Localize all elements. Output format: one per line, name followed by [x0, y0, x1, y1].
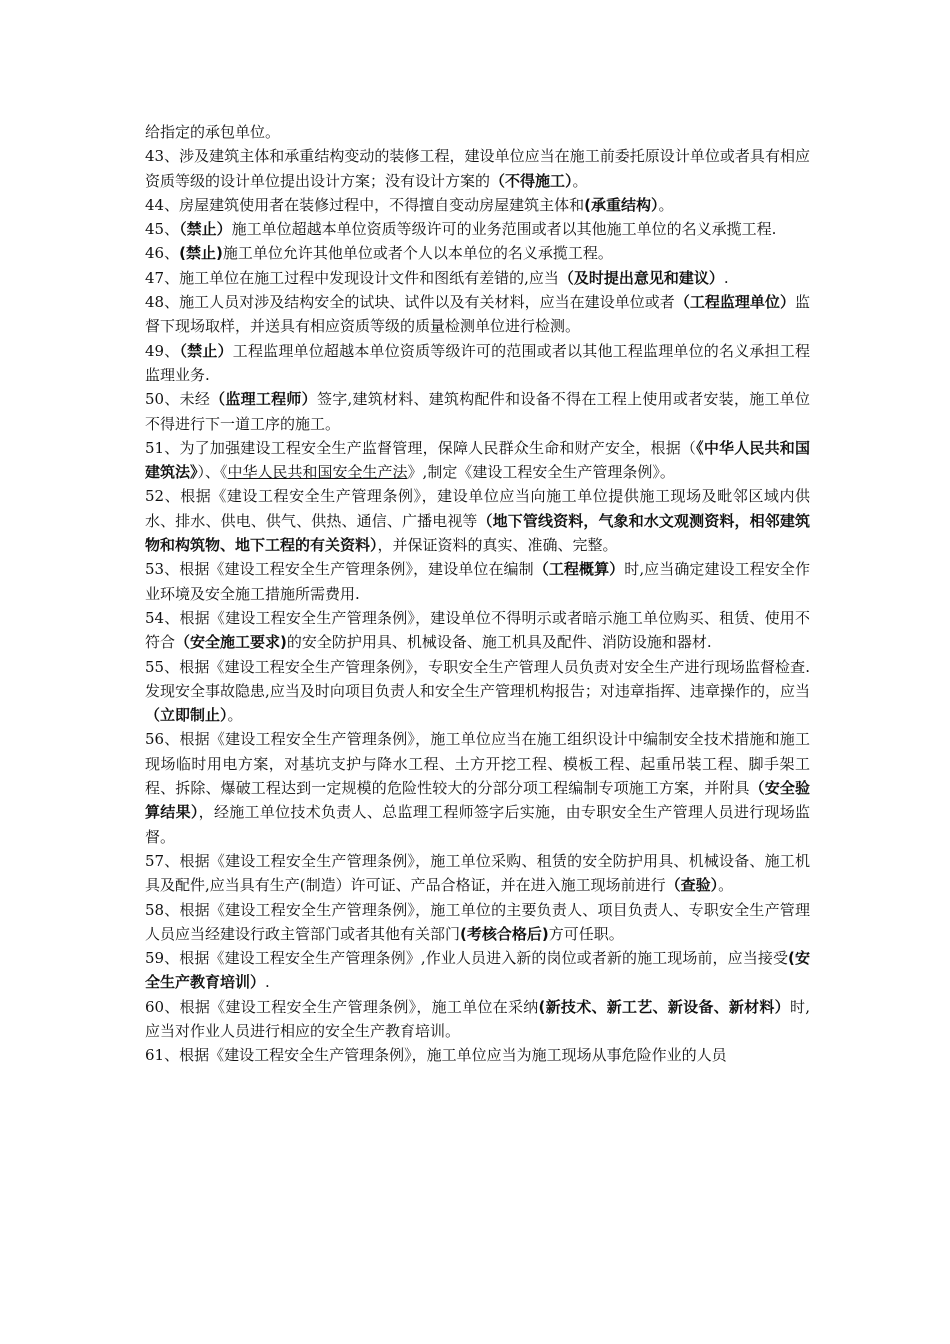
paragraph-p57 — [145, 849, 810, 898]
question-text: 监督下现场取样，并送具有相应资质等级的质量检测单位进行检测。 — [145, 293, 810, 336]
paragraph-p49 — [145, 339, 810, 388]
paragraph-p55 — [145, 655, 810, 728]
question-text: 52、根据《建设工程安全生产管理条例》，建设单位应当向施工单位提供施工现场及毗邻区域内供水、排水、供电、供气、供热、通信、广播电视等 — [145, 487, 810, 530]
answer-text: （地下管线资料，气象和水文观测资料，相邻建筑物和构筑物、地下工程的有关资料） — [145, 511, 810, 555]
answer-text: （监理工程师） — [210, 390, 317, 409]
answer-text: （查验） — [665, 876, 719, 895]
question-text: 43、涉及建筑主体和承重结构变动的装修工程，建设单位应当在施工前委托原设计单位或者具有相应资质等级的设计单位提出设计方案；没有设计方案的 — [145, 147, 810, 190]
paragraph-p60 — [145, 995, 810, 1044]
paragraph-p52 — [145, 484, 810, 557]
underlined-text: 中华人民共和国安全生产法 — [227, 463, 408, 482]
paragraph-p59 — [145, 946, 810, 995]
question-text: 53、根据《建设工程安全生产管理条例》，建设单位在编制 — [145, 560, 534, 579]
question-text: 59、根据《建设工程安全生产管理条例》,作业人员进入新的岗位或者新的施工现场前，应当接受 — [145, 949, 789, 968]
question-text: . — [265, 973, 270, 992]
paragraph-p46 — [145, 241, 810, 265]
question-text: 50、未经 — [145, 390, 211, 409]
question-text: 的安全防护用具、机械设备、施工机具及配件、消防设施和器材. — [286, 633, 712, 652]
document-body — [145, 120, 810, 1068]
question-text: 》,制定《建设工程安全生产管理条例》。 — [407, 463, 675, 482]
answer-text: (安全生产教育培训） — [145, 949, 811, 992]
answer-text: (新技术、新工艺、新设备、新材料） — [538, 997, 790, 1016]
question-text: 。 — [572, 171, 588, 190]
question-text: 方可任职。 — [548, 924, 624, 943]
question-text: ）、《 — [197, 463, 228, 482]
answer-text: （不得施工） — [490, 171, 573, 190]
question-text: 60、根据《建设工程安全生产管理条例》，施工单位在采纳 — [145, 997, 539, 1016]
question-text: 56、根据《建设工程安全生产管理条例》，施工单位应当在施工组织设计中编制安全技术措施和施工现场临时用电方案，对基坑支护与降水工程、土方开挖工程、模板工程、起重吊装工程、脚手架工程、拆除、爆破工程达到一定规模的危险性较大的分部分项工程编制专项施工方案，并附具 — [145, 730, 810, 798]
question-text: 46、 — [145, 244, 180, 263]
answer-text: 《中华人民共和国建筑法》 — [145, 438, 810, 482]
paragraph-p53 — [145, 557, 810, 606]
question-text: 57、根据《建设工程安全生产管理条例》，施工单位采购、租赁的安全防护用具、机械设备、施工机具及配件,应当具有生产(制造）许可证、产品合格证，并在进入施工现场前进行 — [145, 851, 810, 895]
question-text: 49、 — [145, 341, 180, 360]
question-text: 给指定的承包单位。 — [145, 123, 281, 141]
paragraph-p50 — [145, 387, 810, 436]
answer-text: (禁止) — [179, 244, 223, 263]
question-text: . — [723, 268, 729, 287]
question-text: 45、 — [145, 220, 180, 239]
question-text: 施工单位允许其他单位或者个人以本单位的名义承揽工程。 — [222, 244, 613, 263]
answer-text: （及时提出意见和建议） — [558, 268, 724, 287]
answer-text: （禁止） — [179, 341, 233, 360]
question-text: 48、施工人员对涉及结构安全的试块、试件以及有关材料，应当在建设单位或者 — [145, 293, 675, 312]
question-text: 。 — [227, 706, 243, 725]
question-text: 时,应当确定建设工程安全作业环境及安全施工措施所需费用. — [145, 560, 810, 603]
answer-text: (承重结构） — [584, 195, 659, 214]
answer-text: （禁止） — [179, 220, 232, 239]
paragraph-p44 — [145, 193, 810, 217]
question-text: 54、根据《建设工程安全生产管理条例》，建设单位不得明示或者暗示施工单位购买、租赁、使用不符合 — [145, 608, 810, 652]
question-text: ，并保证资料的真实、准确、完整。 — [377, 536, 618, 555]
paragraph-p47 — [145, 266, 810, 290]
question-text: 61、根据《建设工程安全生产管理条例》，施工单位应当为施工现场从事危险作业的人员 — [145, 1046, 727, 1065]
paragraph-p56 — [145, 727, 810, 848]
question-text: 。 — [718, 876, 734, 895]
question-text: 时,应当对作业人员进行相应的安全生产教育培训。 — [145, 997, 810, 1040]
answer-text: (考核合格后) — [460, 924, 549, 943]
question-text: 签字,建筑材料、建筑构配件和设备不得在工程上使用或者安装，施工单位不得进行下一道工序的施工。 — [145, 390, 810, 433]
question-text: 施工单位超越本单位资质等级许可的业务范围或者以其他施工单位的名义承揽工程. — [231, 220, 777, 239]
paragraph-p58 — [145, 898, 810, 947]
paragraph-p45 — [145, 217, 810, 241]
paragraph-p48 — [145, 290, 810, 339]
answer-text: （工程概算） — [533, 560, 625, 579]
question-text: 47、施工单位在施工过程中发现设计文件和图纸有差错的,应当 — [145, 268, 559, 287]
answer-text: （立即制止） — [145, 706, 228, 725]
question-text: 58、根据《建设工程安全生产管理条例》，施工单位的主要负责人、项目负责人、专职安全生产管理人员应当经建设行政主管部门或者其他有关部门 — [145, 900, 810, 943]
question-text: 工程监理单位超越本单位资质等级许可的范围或者以其他工程监理单位的名义承担工程监理业务. — [145, 341, 810, 384]
answer-text: （安全验算结果） — [145, 779, 810, 822]
paragraph-p51 — [145, 436, 810, 485]
question-text: ，经施工单位技术负责人、总监理工程师签字后实施，由专职安全生产管理人员进行现场监督。 — [145, 803, 810, 846]
question-text: 。 — [658, 195, 674, 214]
paragraph-p61 — [145, 1043, 810, 1067]
question-text: 51、为了加强建设工程安全生产监督管理，保障人民群众生命和财产安全，根据（ — [145, 438, 697, 457]
paragraph-p43 — [145, 144, 810, 193]
paragraph-p54 — [145, 606, 810, 655]
answer-text: （安全施工要求) — [175, 633, 287, 652]
question-text: 55、根据《建设工程安全生产管理条例》，专职安全生产管理人员负责对安全生产进行现场监督检查.发现安全事故隐患,应当及时向项目负责人和安全生产管理机构报告；对违章指挥、违章操作的，应当 — [145, 657, 810, 700]
question-text: 44、房屋建筑使用者在装修过程中，不得擅自变动房屋建筑主体和 — [145, 195, 585, 214]
answer-text: （工程监理单位） — [674, 293, 795, 312]
paragraph-p42tail — [145, 120, 810, 144]
